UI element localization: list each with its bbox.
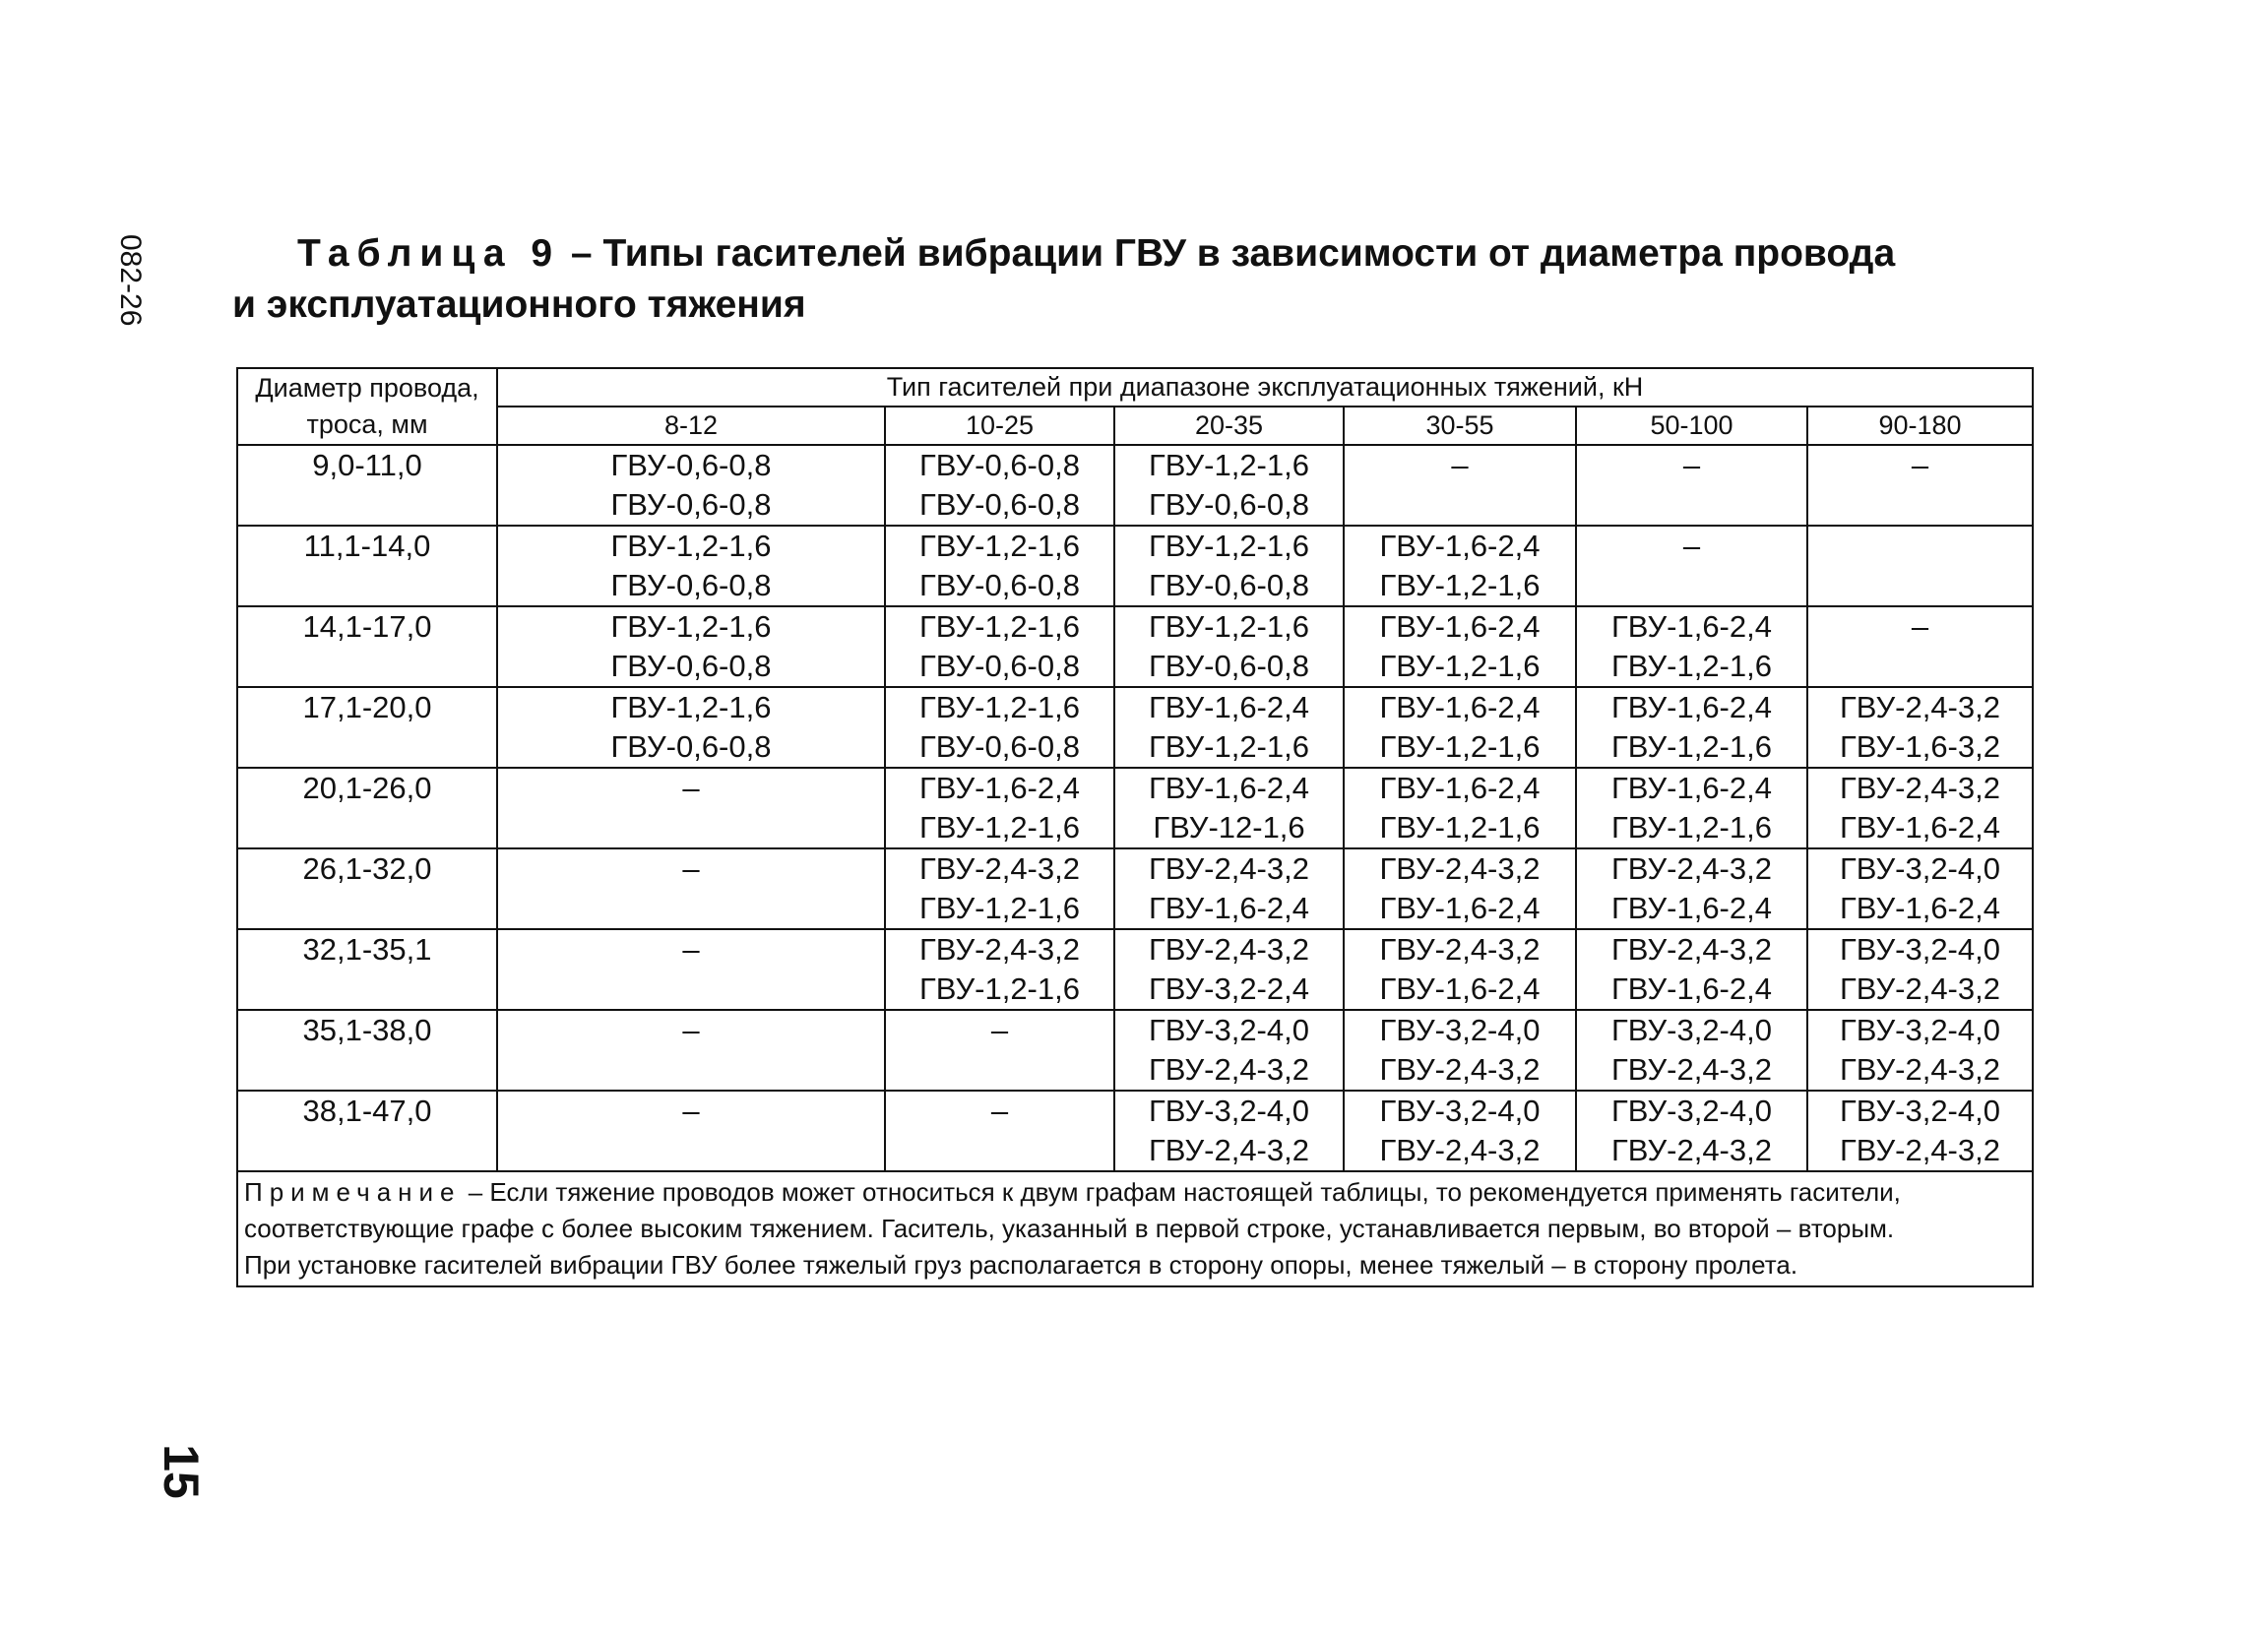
damper-type: ГВУ-1,6-2,4 xyxy=(1611,891,1772,925)
damper-type: ГВУ-1,2-1,6 xyxy=(1149,729,1309,764)
damper-type: – xyxy=(990,1013,1009,1047)
damper-cell xyxy=(1807,1010,2033,1091)
damper-type: ГВУ-2,4-3,2 xyxy=(1840,1052,2000,1087)
damper-cell xyxy=(885,606,1114,687)
damper-type: ГВУ-1,6-2,4 xyxy=(1149,690,1309,724)
damper-cell xyxy=(1576,687,1807,768)
damper-type: – xyxy=(1911,609,1929,644)
diameter-value: 26,1-32,0 xyxy=(302,851,432,886)
damper-type: ГВУ-2,4-3,2 xyxy=(1379,1052,1541,1087)
damper-type: ГВУ-1,6-2,4 xyxy=(1379,609,1541,644)
header-range: 90-180 xyxy=(1807,407,2033,445)
damper-type: ГВУ-0,6-0,8 xyxy=(919,568,1080,602)
damper-type: ГВУ-0,6-0,8 xyxy=(1149,649,1309,683)
damper-type: ГВУ-1,2-1,6 xyxy=(1611,729,1772,764)
diameter-value: 32,1-35,1 xyxy=(302,932,432,967)
damper-type: – xyxy=(1911,448,1929,482)
damper-type: ГВУ-1,2-1,6 xyxy=(919,810,1080,845)
damper-cell xyxy=(885,1091,1114,1171)
damper-cell xyxy=(885,445,1114,526)
damper-type: – xyxy=(682,1094,700,1128)
damper-type: ГВУ-3,2-4,0 xyxy=(1840,1013,2000,1047)
header-diameter: Диаметр провода, троса, мм xyxy=(237,368,497,445)
damper-type: ГВУ-3,2-2,4 xyxy=(1149,971,1309,1006)
damper-cell xyxy=(885,526,1114,606)
damper-type: ГВУ-1,2-1,6 xyxy=(610,690,772,724)
damper-type: ГВУ-2,4-3,2 xyxy=(919,932,1080,967)
damper-cell xyxy=(1576,1010,1807,1091)
damper-type: ГВУ-1,2-1,6 xyxy=(919,891,1080,925)
diameter-cell xyxy=(237,768,497,848)
damper-cell xyxy=(1807,768,2033,848)
damper-type: ГВУ-0,6-0,8 xyxy=(919,649,1080,683)
damper-cell xyxy=(1344,1010,1576,1091)
table-row xyxy=(237,768,2033,848)
damper-type: ГВУ-2,4-3,2 xyxy=(1379,932,1541,967)
diameter-value: 38,1-47,0 xyxy=(302,1094,432,1128)
damper-type: ГВУ-0,6-0,8 xyxy=(919,487,1080,522)
damper-type: ГВУ-1,6-2,4 xyxy=(1379,891,1541,925)
diameter-value: 17,1-20,0 xyxy=(302,690,432,724)
damper-type: ГВУ-1,2-1,6 xyxy=(919,529,1080,563)
header-range: 20-35 xyxy=(1114,407,1344,445)
damper-type: ГВУ-1,2-1,6 xyxy=(1611,810,1772,845)
header-range: 8-12 xyxy=(497,407,885,445)
damper-cell xyxy=(1114,1010,1344,1091)
damper-type: ГВУ-1,6-2,4 xyxy=(1379,690,1541,724)
damper-type: ГВУ-1,2-1,6 xyxy=(1149,529,1309,563)
damper-type: ГВУ-0,6-0,8 xyxy=(610,568,772,602)
damper-type: ГВУ-3,2-4,0 xyxy=(1840,1094,2000,1128)
damper-type: – xyxy=(1682,529,1701,563)
damper-type: ГВУ-12-1,6 xyxy=(1153,810,1305,845)
diameter-cell xyxy=(237,445,497,526)
table-note xyxy=(237,1171,2033,1286)
damper-cell xyxy=(1344,526,1576,606)
damper-type: ГВУ-2,4-3,2 xyxy=(1840,771,2000,805)
header-range: 10-25 xyxy=(885,407,1114,445)
damper-type: ГВУ-1,6-2,4 xyxy=(1840,810,2000,845)
note-row xyxy=(237,1171,2033,1286)
diameter-value: 14,1-17,0 xyxy=(302,609,432,644)
damper-cell xyxy=(1576,526,1807,606)
damper-type: ГВУ-0,6-0,8 xyxy=(1149,568,1309,602)
damper-cell xyxy=(1807,929,2033,1010)
damper-type: ГВУ-0,6-0,8 xyxy=(919,729,1080,764)
page-number: 15 xyxy=(154,1444,209,1499)
damper-cell xyxy=(1807,848,2033,929)
damper-cell xyxy=(1114,929,1344,1010)
damper-cell xyxy=(497,1091,885,1171)
damper-cell xyxy=(1807,1091,2033,1171)
damper-type: ГВУ-1,6-2,4 xyxy=(1379,529,1541,563)
damper-cell xyxy=(1344,929,1576,1010)
damper-type: ГВУ-0,6-0,8 xyxy=(610,487,772,522)
damper-type: ГВУ-2,4-3,2 xyxy=(1611,1052,1772,1087)
damper-type: ГВУ-1,6-2,4 xyxy=(1840,891,2000,925)
table-row xyxy=(237,606,2033,687)
damper-type: ГВУ-1,2-1,6 xyxy=(1149,448,1309,482)
damper-type: ГВУ-1,2-1,6 xyxy=(919,971,1080,1006)
damper-type: ГВУ-2,4-3,2 xyxy=(1379,1133,1541,1167)
damper-cell xyxy=(1576,1091,1807,1171)
diameter-value: 9,0-11,0 xyxy=(312,448,422,482)
table-title xyxy=(232,228,2063,331)
damper-type: ГВУ-3,2-4,0 xyxy=(1379,1013,1541,1047)
damper-cell xyxy=(1576,929,1807,1010)
vibration-damper-table xyxy=(236,367,2034,1287)
damper-type: – xyxy=(682,932,700,967)
damper-cell xyxy=(1344,445,1576,526)
damper-type: ГВУ-0,6-0,8 xyxy=(610,729,772,764)
damper-cell xyxy=(1344,1091,1576,1171)
diameter-cell xyxy=(237,526,497,606)
damper-cell xyxy=(497,526,885,606)
note-text-1: – Если тяжение проводов может относиться к двум графам настоящей таблицы, то рекомендуется применять гасители, соответствующие графе с более высоким тяжением. Гаситель, указанный в первой строке, устанавливается первым, во второй – вторым. xyxy=(244,1177,1901,1243)
damper-cell xyxy=(1114,848,1344,929)
table-title-line2: и эксплуатационного тяжения xyxy=(232,283,806,326)
table-title-text: – Типы гасителей вибрации ГВУ в зависимости от диаметра провода xyxy=(560,232,1896,275)
damper-cell xyxy=(497,445,885,526)
damper-cell xyxy=(1576,768,1807,848)
table-row xyxy=(237,929,2033,1010)
damper-type: – xyxy=(682,771,700,805)
damper-cell xyxy=(885,687,1114,768)
damper-type: ГВУ-2,4-3,2 xyxy=(1840,1133,2000,1167)
damper-cell xyxy=(885,1010,1114,1091)
diameter-cell xyxy=(237,929,497,1010)
damper-type: ГВУ-1,2-1,6 xyxy=(1379,649,1541,683)
damper-type: ГВУ-1,2-1,6 xyxy=(1379,568,1541,602)
damper-cell xyxy=(1114,445,1344,526)
damper-type: ГВУ-1,2-1,6 xyxy=(1379,810,1541,845)
damper-type: – xyxy=(1682,448,1701,482)
damper-type: ГВУ-2,4-3,2 xyxy=(1379,851,1541,886)
damper-type: ГВУ-0,6-0,8 xyxy=(919,448,1080,482)
damper-cell xyxy=(497,768,885,848)
damper-type: ГВУ-2,4-3,2 xyxy=(919,851,1080,886)
damper-cell xyxy=(1344,848,1576,929)
damper-type: ГВУ-2,4-3,2 xyxy=(1611,1133,1772,1167)
damper-type: ГВУ-1,2-1,6 xyxy=(610,609,772,644)
diameter-cell xyxy=(237,1010,497,1091)
damper-type: ГВУ-1,6-2,4 xyxy=(1611,971,1772,1006)
damper-type: ГВУ-2,4-3,2 xyxy=(1149,932,1309,967)
damper-cell xyxy=(497,606,885,687)
damper-type: ГВУ-1,6-2,4 xyxy=(919,771,1080,805)
damper-cell xyxy=(1344,687,1576,768)
diameter-cell xyxy=(237,606,497,687)
header-range: 50-100 xyxy=(1576,407,1807,445)
damper-cell xyxy=(497,929,885,1010)
diameter-cell xyxy=(237,1091,497,1171)
damper-cell xyxy=(497,848,885,929)
damper-type: ГВУ-2,4-3,2 xyxy=(1611,851,1772,886)
table-body xyxy=(237,445,2033,1171)
damper-type: – xyxy=(682,1013,700,1047)
damper-cell xyxy=(1576,848,1807,929)
damper-type: ГВУ-1,2-1,6 xyxy=(1149,609,1309,644)
damper-type: ГВУ-3,2-4,0 xyxy=(1149,1013,1309,1047)
document-code: 082-26 xyxy=(114,234,147,327)
diameter-value: 11,1-14,0 xyxy=(303,529,431,563)
damper-cell xyxy=(1114,526,1344,606)
damper-cell xyxy=(1576,606,1807,687)
damper-cell xyxy=(1807,445,2033,526)
diameter-cell xyxy=(237,848,497,929)
damper-type: ГВУ-2,4-3,2 xyxy=(1149,1133,1309,1167)
damper-cell xyxy=(1344,768,1576,848)
damper-type: ГВУ-3,2-4,0 xyxy=(1611,1013,1772,1047)
damper-type: ГВУ-1,6-2,4 xyxy=(1379,771,1541,805)
damper-cell xyxy=(1114,1091,1344,1171)
damper-cell xyxy=(1114,687,1344,768)
damper-type: – xyxy=(682,851,700,886)
diameter-value: 35,1-38,0 xyxy=(302,1013,432,1047)
damper-type: – xyxy=(990,1094,1009,1128)
damper-cell xyxy=(885,768,1114,848)
damper-cell xyxy=(1807,606,2033,687)
damper-type: ГВУ-1,6-2,4 xyxy=(1611,771,1772,805)
note-text-2: При установке гасителей вибрации ГВУ более тяжелый груз располагается в сторону опоры, менее тяжелый – в сторону пролета. xyxy=(244,1250,1798,1280)
damper-cell xyxy=(885,848,1114,929)
damper-type: ГВУ-0,6-0,8 xyxy=(1149,487,1309,522)
damper-cell xyxy=(497,687,885,768)
table-row xyxy=(237,445,2033,526)
damper-type: ГВУ-0,6-0,8 xyxy=(610,448,772,482)
damper-cell xyxy=(885,929,1114,1010)
damper-type: ГВУ-1,2-1,6 xyxy=(919,690,1080,724)
table-row xyxy=(237,526,2033,606)
header-ranges-row xyxy=(237,407,2033,445)
damper-type: ГВУ-1,6-3,2 xyxy=(1840,729,2000,764)
damper-type: ГВУ-1,2-1,6 xyxy=(919,609,1080,644)
header-range: 30-55 xyxy=(1344,407,1576,445)
damper-type: ГВУ-1,2-1,6 xyxy=(1379,729,1541,764)
damper-type: ГВУ-2,4-3,2 xyxy=(1611,932,1772,967)
damper-type: ГВУ-3,2-4,0 xyxy=(1149,1094,1309,1128)
damper-type: – xyxy=(1451,448,1469,482)
damper-type: ГВУ-1,6-2,4 xyxy=(1379,971,1541,1006)
note-lead: Примечание xyxy=(244,1177,462,1207)
damper-cell xyxy=(497,1010,885,1091)
damper-type: ГВУ-3,2-4,0 xyxy=(1611,1094,1772,1128)
damper-cell xyxy=(1114,606,1344,687)
damper-type: ГВУ-2,4-3,2 xyxy=(1149,1052,1309,1087)
damper-type: ГВУ-1,6-2,4 xyxy=(1611,690,1772,724)
damper-type: ГВУ-3,2-4,0 xyxy=(1840,932,2000,967)
damper-type: ГВУ-1,6-2,4 xyxy=(1149,771,1309,805)
header-damper-type: Тип гасителей при диапазоне эксплуатационных тяжений, кН xyxy=(497,368,2033,407)
damper-cell xyxy=(1807,687,2033,768)
table-title-lead: Таблица 9 xyxy=(297,232,561,275)
diameter-value: 20,1-26,0 xyxy=(302,771,432,805)
damper-type: ГВУ-0,6-0,8 xyxy=(610,649,772,683)
damper-cell xyxy=(1344,606,1576,687)
damper-type: ГВУ-2,4-3,2 xyxy=(1840,971,2000,1006)
damper-type: ГВУ-1,2-1,6 xyxy=(610,529,772,563)
table-row xyxy=(237,1091,2033,1171)
damper-type: ГВУ-3,2-4,0 xyxy=(1379,1094,1541,1128)
table-row xyxy=(237,848,2033,929)
damper-cell xyxy=(1114,768,1344,848)
header-row xyxy=(237,368,2033,407)
damper-type: ГВУ-2,4-3,2 xyxy=(1149,851,1309,886)
table-row xyxy=(237,1010,2033,1091)
damper-type: ГВУ-1,6-2,4 xyxy=(1149,891,1309,925)
diameter-cell xyxy=(237,687,497,768)
damper-type: ГВУ-1,6-2,4 xyxy=(1611,609,1772,644)
damper-cell xyxy=(1576,445,1807,526)
table-row xyxy=(237,687,2033,768)
damper-cell xyxy=(1807,526,2033,606)
damper-type: ГВУ-2,4-3,2 xyxy=(1840,690,2000,724)
damper-type: ГВУ-3,2-4,0 xyxy=(1840,851,2000,886)
damper-type: ГВУ-1,2-1,6 xyxy=(1611,649,1772,683)
